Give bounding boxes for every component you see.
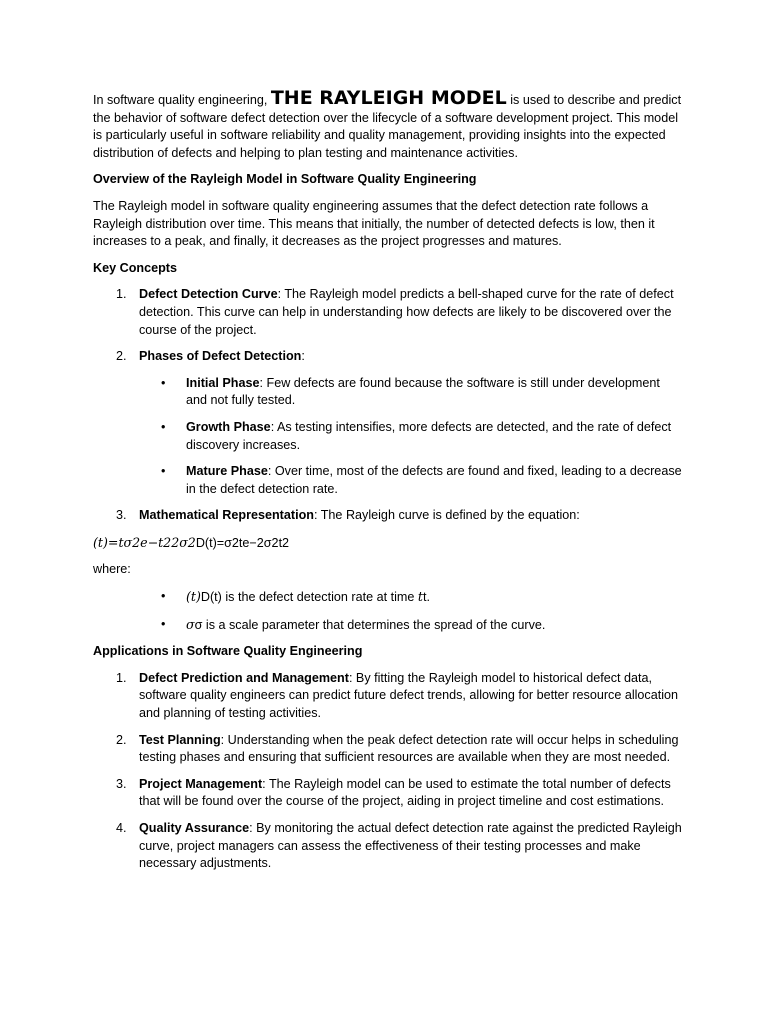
variable-plain: D(t) (200, 590, 222, 605)
document-page (93, 87, 683, 882)
overview-paragraph: The Rayleigh model in software quality engineering assumes that the defect detection rate follows a Rayleigh distribution over time. This means that initially, the number of detected defects is low, then it increases to a peak, and finally, it decreases as the project progresses and matures. (93, 198, 655, 249)
key-concepts-list (93, 286, 683, 525)
list-item (93, 820, 683, 873)
applications-list (93, 670, 683, 873)
bullet-icon: • (161, 616, 166, 631)
list-number: 2. (116, 349, 127, 364)
where-label: where: (93, 562, 131, 577)
variable-plain: σ (194, 617, 203, 632)
equation-math: (𝑡)=𝑡𝜎2𝑒−𝑡22𝜎2 (93, 534, 196, 550)
list-number: 1. (116, 287, 127, 302)
variable-math: 𝑡 (417, 589, 423, 605)
list-term: Phases of Defect Detection (139, 349, 302, 364)
list-item (93, 348, 683, 498)
list-text: : Over time, most of the defects are found and fixed, leading to a decrease in the defect detection rate. (186, 464, 682, 496)
list-number: 2. (116, 732, 127, 747)
list-item (139, 419, 683, 454)
bullet-icon: • (161, 375, 166, 390)
list-text: : (301, 349, 305, 364)
list-text: : The Rayleigh model can be used to estimate the total number of defects that will be found over the course of the project, aiding in project timeline and cost estimations. (139, 776, 671, 809)
list-item (93, 588, 683, 607)
list-term: Mathematical Representation (139, 508, 314, 523)
variable-description: is the defect detection rate at time (221, 590, 418, 605)
list-number: 3. (116, 508, 127, 523)
list-term: Defect Prediction and Management (139, 670, 349, 685)
list-number: 3. (116, 776, 127, 791)
rayleigh-equation (93, 534, 683, 553)
list-item (93, 616, 683, 635)
list-term: Initial Phase (186, 375, 260, 390)
list-text: : By monitoring the actual defect detection rate against the predicted Rayleigh curve, project managers can assess the effectiveness of their testing processes and make necessary adjustments. (139, 821, 682, 871)
overview-heading: Overview of the Rayleigh Model in Software Quality Engineering (93, 172, 477, 187)
list-text: : By fitting the Rayleigh model to historical defect data, software quality engineers can predict future defect trends, allowing for better resource allocation and planning of testing activities. (139, 670, 679, 721)
list-item (93, 670, 683, 723)
list-term: Growth Phase (186, 419, 271, 434)
list-text: : The Rayleigh curve is defined by the equation: (313, 508, 580, 523)
variable-math: (𝑡) (186, 589, 201, 605)
bullet-icon: • (161, 419, 166, 434)
bullet-icon: • (161, 464, 166, 479)
key-concepts-heading: Key Concepts (93, 260, 177, 275)
list-text: : Few defects are found because the software is still under development and not fully tested. (186, 375, 660, 408)
variable-math: 𝜎 (186, 616, 195, 632)
list-item (93, 286, 683, 339)
intro-before: In software quality engineering, (93, 93, 271, 107)
list-number: 4. (116, 821, 127, 835)
intro-after: is used to describe and predict the behavior of software defect detection over the lifecycle of a software development project. This model is particularly useful in software reliability and quality management, providing insights into the expected distribution of defects and helping to plan testing and maintenance activities. (93, 93, 682, 160)
list-term: Mature Phase (186, 464, 268, 479)
bullet-icon: • (161, 589, 166, 604)
equation-plain: D(t)=σ2te−2σ2t2 (195, 535, 290, 550)
list-text: : Understanding when the peak defect detection rate will occur helps in scheduling testing phases and ensuring that sufficient resources are available when they are most needed. (139, 732, 679, 765)
list-term: Quality Assurance (139, 821, 250, 835)
variable-description: is a scale parameter that determines the spread of the curve. (202, 617, 546, 632)
document-title: THE RAYLEIGH MODEL (270, 87, 507, 109)
where-list (93, 588, 683, 634)
list-item (93, 507, 683, 525)
list-number: 1. (116, 670, 127, 685)
list-term: Test Planning (139, 732, 221, 747)
list-item (139, 463, 683, 498)
list-item (93, 732, 683, 767)
list-item (93, 776, 683, 811)
list-term: Defect Detection Curve (139, 287, 278, 302)
variable-plain: t (422, 590, 427, 605)
phases-list (139, 375, 683, 499)
list-text: : The Rayleigh model predicts a bell-shaped curve for the rate of defect detection. This curve can help in understanding how defects are likely to be discovered over the course of the project. (139, 287, 674, 337)
list-term: Project Management (139, 776, 263, 791)
list-text: : As testing intensifies, more defects are detected, and the rate of defect discovery increases. (186, 419, 672, 452)
sentence-end: . (426, 590, 430, 605)
applications-heading: Applications in Software Quality Engineering (93, 644, 363, 659)
list-item (139, 375, 683, 410)
intro-paragraph (93, 87, 683, 162)
